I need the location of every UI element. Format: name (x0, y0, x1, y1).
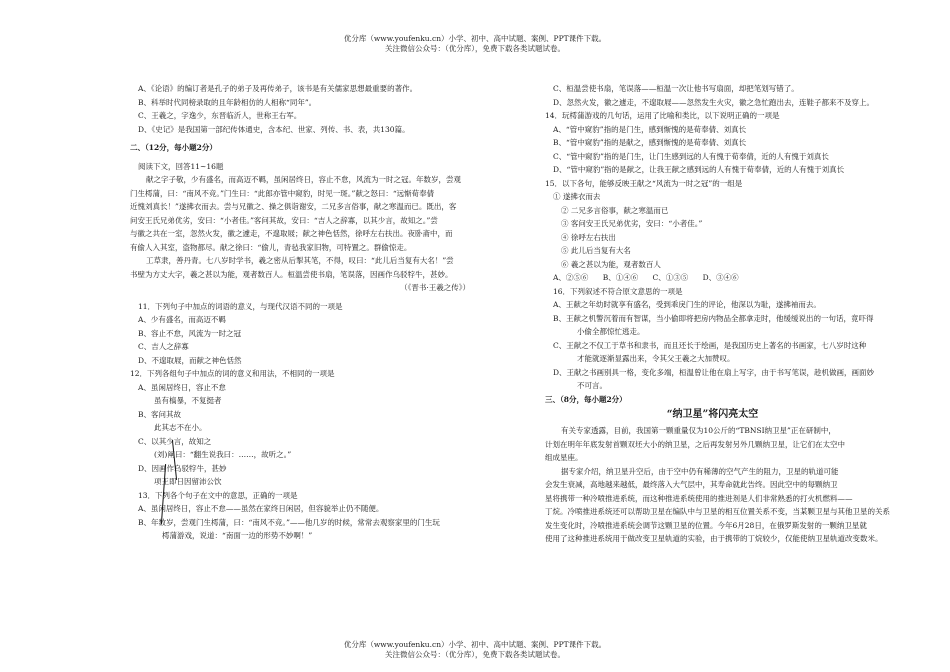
passage-line: 问安王氏兄弟优劣，安曰：“小者佳。”客问其故，安曰：“吉人之辞寡，以其少言，故知之。”尝 (130, 215, 438, 225)
q14-option-b: B、“管中窥豹”指的是献之，感到惭愧的是荀奉倩、刘真长 (553, 138, 747, 147)
question-11: 11．下列句子中加点的词语的意义，与现代汉语不同的一项是 (138, 301, 343, 311)
q13-option-b: B、年数岁，尝观门生樗蒲，曰：“南风不竞。”——他几岁的时候，常常去观察家里的门生玩 (138, 517, 440, 527)
q12-option-a-pair: 虽有槁暴，不复挺者 (154, 396, 222, 405)
page-header (0, 34, 950, 54)
option-a: A、《论语》的编订者是孔子的弟子及再传弟子，该书是有关儒家思想最重要的著作。 (138, 84, 418, 93)
reading-intro: 阅读下文，回答11~16题 (138, 161, 224, 171)
q12-option-a: A、虽闲居终日，容止不怠 (138, 382, 226, 392)
q14-option-a: A、“管中窥豹”指的是门生，感到惭愧的是荀奉倩、刘真长 (553, 124, 747, 134)
question-12: 12．下列各组句子中加点的词的意义和用法，不相同的一项是 (130, 369, 335, 378)
option-c: C、王羲之，字逸少，东晋临沂人，世称王右军。 (138, 111, 302, 120)
article-line: 有关专家透露，目前，我国第一颗重量仅为10公斤的“TBNSI纳卫星”正在研制中， (561, 426, 836, 435)
q13-option-c: C、桓温尝使书扇，笔误落——桓温一次让他书写扇面，却把笔划写错了。 (553, 84, 799, 93)
q16-option-c: C、王献之不仅工于草书和隶书，而且还长于绘画，是我国历史上著名的书画家，七八岁时这种 (553, 340, 867, 350)
passage-line: 献之字子敬，少有盛名，而高迈不羁，虽闲居终日，容止不怠，风流为一时之冠。年数岁，尝观 (146, 175, 461, 184)
q12-option-d-pair: 项王即日因留沛公饮 (154, 477, 222, 486)
article-line: 计划在明年年底发射首颗双坯大小的纳卫星，之后再发射另外几颗纳卫星，让它们在太空中 (545, 439, 845, 449)
q16-option-b-cont: 小偷全都惊忙逃走。 (577, 327, 645, 336)
q13-option-a: A、虽闲居终日，容止不怠——虽然在家终日闲居，但容貌举止仍不随便。 (138, 504, 384, 513)
q12-option-d: D、因画作乌驳牸牛，甚妙 (138, 463, 227, 473)
option-d: D、《史记》是我国第一部纪传体通史，含本纪、世家、列传、书、表，共130篇。 (138, 124, 410, 134)
article-line: 使用了这种推进系统用于做改变卫星轨道的实验，由于携带的丁烷较少，仅能使纳卫星轨道改变数米。 (545, 534, 883, 543)
article-line: 据专家介绍，纳卫星升空后，由于空中仍有稀薄的空气产生的阻力，卫星的轨道可能 (561, 466, 839, 476)
passage-line: 书壁为方丈大字，羲之甚以为能，观者数百人。桓温尝使书扇，笔误落，因画作乌驳牸牛，甚妙。 (130, 269, 453, 279)
article-title: “纳卫星”将闪亮太空 (666, 409, 759, 420)
q11-option-d: D、不遑取屐，而献之神色恬然 (138, 355, 242, 365)
q13-option-b-cont: 樗蒲游戏，说道：“南面一边的形势不妙啊！” (162, 531, 313, 540)
q12-option-b: B、客问其故 (138, 409, 182, 419)
article-line: 发生变化时，冷喷推进系统会调节这颗卫星的位置。今年6月28日，在俄罗斯发射的一颗纳卫星就 (545, 520, 867, 530)
question-13: 13．下列各个句子在文中的意思，正确的一项是 (138, 490, 298, 500)
passage-line: 有偷人入其室，盗物都尽。献之徐曰：“偷儿，青毡我家旧物，可特置之。群偷惊走。 (130, 242, 412, 252)
question-14: 14．玩樗蒲游戏的几句话，运用了比喻和类比，以下说明正确的一项是 (545, 111, 780, 120)
q11-option-c: C、吉人之辞寡 (138, 342, 189, 351)
passage-line: 工草隶，善丹青。七八岁时学书，羲之密从后掣其笔，不得，叹曰：“此儿后当复有大名！”尝 (146, 256, 454, 265)
q16-option-d-cont: 不可言。 (577, 381, 607, 390)
q16-option-c-cont: 才能就逐渐显露出来，令其父王羲之大加赞叹。 (577, 354, 735, 363)
article-line: 组成星座。 (545, 453, 583, 462)
article-line: 丁烷。冷喷推进系统还可以帮助卫星在编队中与卫星的相互位置关系不变，当某颗卫星与其他卫星的关系 (545, 507, 890, 516)
right-column (545, 82, 890, 546)
article-line: 星将携带一种冷喷推进系统，而这种推进系统使用的推进剂是人们非常熟悉的打火机燃料—— (545, 493, 853, 503)
q12-option-b-pair: 此其志不在小。 (154, 423, 207, 432)
q16-option-a: A、王献之年幼时就享有盛名，受到乖戾门生的评论，他深以为耻，遂拂袖而去。 (553, 300, 821, 309)
q15-item: ④ 徐呼左右扶出 (561, 232, 616, 242)
q13-option-d: D、忽然火发，徽之遽走，不遑取屐——忽然发生火灾，徽之急忙跑出去，连鞋子都来不及穿上。 (553, 97, 875, 107)
article-line: 会发生衰减，高地越来越低，最终落入大气层中，其寿命就此告终。因此空中的每颗纳卫 (545, 480, 838, 489)
q15-item: ① 遂拂衣而去 (553, 192, 601, 201)
section-2-heading: 二、（12分，每小题2分） (130, 143, 217, 152)
q12-option-c: C、以其少言，故知之 (138, 436, 212, 446)
q15-item: ⑥ 羲之甚以为能，观者数百人 (561, 259, 661, 269)
question-16: 16．下列叙述不符合原文意思的一项是 (553, 286, 683, 296)
section-3-heading: 三、（8分，每小题2分） (545, 394, 627, 404)
question-15: 15．以下各句，能够反映王献之“风流为一时之冠”的一组是 (545, 178, 743, 188)
q14-option-c: C、“管中窥豹”指的是门生，让门生感到远的人有愧于荀奉倩，近的人有愧于刘真长 (553, 151, 829, 161)
q14-option-d: D、“管中窥豹”指的是献之，让我王献之感到远的人有愧于荀奉倩，近的人有愧于刘真长 (553, 165, 845, 174)
passage-line: 近愧刘真长！”遂拂衣而去。尝与兄徽之、操之俱诣谢安，二兄多言俗事，献之寒温而已。既出，客 (130, 202, 457, 211)
footer-line-1: 优分库（www.youfenku.cn）小学、初中、高中试题、案例、PPT课件下载。 (343, 640, 607, 649)
footer-line-2: 关注微信公众号：（优分库），免费下载各类试题试卷。 (385, 650, 565, 659)
q16-option-d: D、王献之书画别具一格，变化多端，桓温曾让他在扇上写字，由于书写笔误，趁机做画，画面妙 (553, 367, 875, 377)
page-footer (0, 640, 950, 660)
option-b: B、科举时代同榜录取的且年龄相仿的人相称“同年”。 (138, 97, 317, 107)
left-column (130, 82, 530, 543)
q15-item: ② 二兄多言俗事，献之寒温而已 (561, 205, 669, 215)
header-line-1: 优分库（www.youfenku.cn）小学、初中、高中试题、案例、PPT课件下载。 (343, 34, 607, 43)
q11-option-b: B、容止不怠，风流为一时之冠 (138, 328, 242, 338)
q15-options: A、②⑤⑥ B、①④⑥ C、①③⑤ D、③④⑥ (553, 273, 739, 282)
header-line-2: 关注微信公众号：（优分库），免费下载各类试题试卷。 (385, 44, 565, 53)
q15-item: ③ 客问安王氏兄弟优劣，安曰：“小者佳。” (561, 219, 703, 228)
q15-item: ⑤ 此儿后当复有大名 (561, 246, 631, 255)
q11-option-a: A、少有盛名，而高迈不羁 (138, 315, 226, 324)
passage-line: 与徽之共在一室，忽然火发，徽之遽走，不遑取屐；献之神色恬然，徐呼左右扶出。夜卧斋中，而 (130, 229, 453, 238)
passage-source: （《晋书·王羲之传》） (400, 283, 470, 292)
q12-option-c-pair: (刘)阐曰：“翻生说我曰：……，故听之。” (154, 450, 292, 459)
passage-line: 门生樗蒲，曰：“南风不竞。”门生曰：“此郎亦管中窥豹，时见一斑。”献之怒曰：“远惭荀奉倩 (130, 188, 435, 198)
q16-option-b: B、王献之机警沉着而有智谋，当小偷即将把房内物品全都拿走时，他缓缓说出的一句话，竟吓得 (553, 313, 874, 323)
